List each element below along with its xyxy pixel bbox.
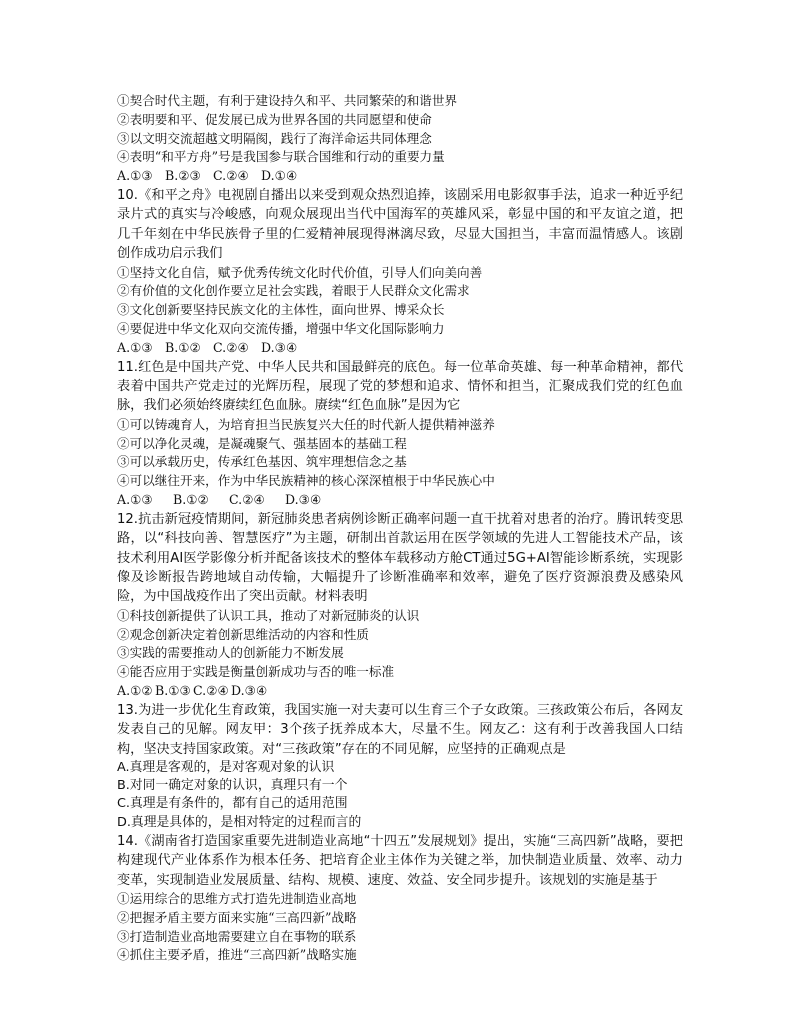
q12-stem: 12.抗击新冠疫情期间，新冠肺炎患者病例诊断正确率问题一直干扰着对患者的治疗。腾讯转变思路，以“科技向善、智慧医疗”为主题，研制出首款运用在医学领域的先进人工智能技术产品，该技术利用AI医学影像分析并配备该技术的整体车载移动方舱CT通过5G+AI智能诊断系统，实现影像及诊断报告跨地域自动传输，大幅提升了诊断准确率和效率，避免了医疗资源浪费及感染风险，为中国战疫作出了突出贡献。材料表明	[117, 511, 683, 605]
q9-answer-options	[117, 167, 683, 186]
q9-option-a: A.①③	[117, 168, 153, 184]
q11-option-d: D.③④	[285, 492, 322, 507]
q11-option-a: A.①③	[117, 492, 153, 507]
q13-stem: 13.为进一步优化生育政策，我国实施一对夫妻可以生育三个子女政策。三孩政策公布后，各网友发表自己的见解。网友甲：3个孩子抚养成本大，尽量不生。网友乙：这有利于改善我国人口结构，坚决支持国家政策。对“三孩政策”存在的不同见解，应坚持的正确观点是	[117, 702, 683, 757]
question-9	[117, 92, 683, 186]
q11-statement-1: ①可以铸魂育人，为培育担当民族复兴大任的时代新人提供精神滋养	[117, 416, 495, 432]
q10-statement-2: ②有价值的文化创作要立足社会实践，着眼于人民群众文化需求	[117, 283, 470, 299]
q14-statement-2: ②把握矛盾主要方面来实施“三高四新”战略	[117, 909, 357, 925]
q12-option-b: B.①③	[155, 683, 191, 699]
q12-statement-1: ①科技创新提供了认识工具，推动了对新冠肺炎的认识	[117, 607, 420, 623]
q14-statement-1: ①运用综合的思维方式打造先进制造业高地	[117, 891, 357, 907]
q12-option-a: A.①②	[117, 683, 153, 699]
q10-statement-3: ③文化创新要坚持民族文化的主体性，面向世界、博采众长	[117, 302, 445, 318]
q9-statement-2: ②表明要和平、促发展已成为世界各国的共同愿望和使命	[117, 111, 432, 127]
q9-statement-3: ③以文明交流超越文明隔阂，践行了海洋命运共同体理念	[117, 130, 432, 146]
q12-statement-4: ④能否应用于实践是衡量创新成功与否的唯一标准	[117, 664, 395, 680]
q12-option-c: C.②④	[193, 683, 229, 699]
q13-choice-d: D.真理是具体的，是相对特定的过程而言的	[117, 814, 362, 830]
q10-option-d: D.③④	[261, 339, 298, 355]
q13-choice-c: C.真理是有条件的，都有自己的适用范围	[117, 796, 348, 812]
q9-statement-4: ④表明“和平方舟”号是我国参与联合国维和行动的重要力量	[117, 149, 445, 165]
q12-answer-options	[117, 682, 683, 701]
q14-stem: 14.《湖南省打造国家重要先进制造业高地“十四五”发展规划》提出，实施“三高四新”战略，要把构建现代产业体系作为根本任务、把培育企业主体作为关键之举，加快制造业质量、效率、动力变革，实现制造业发展质量、结构、规模、速度、效益、安全同步提升。该规划的实施是基于	[117, 833, 683, 888]
q10-statement-4: ④要促进中华文化双向交流传播，增强中华文化国际影响力	[117, 321, 445, 336]
q9-statement-1: ①契合时代主题，有利于建设持久和平、共同繁荣的和谐世界	[117, 93, 458, 108]
q12-option-d: D.③④	[231, 683, 268, 699]
q11-statement-2: ②可以净化灵魂，是凝魂聚气、强基固本的基础工程	[117, 435, 407, 451]
exam-page	[117, 92, 683, 965]
q10-option-c: C.②④	[213, 339, 249, 355]
q10-statement-1: ①坚持文化自信，赋予优秀传统文化时代价值，引导人们向美向善	[117, 264, 483, 280]
q11-statement-4: ④可以继往开来，作为中华民族精神的核心深深植根于中华民族心中	[117, 473, 495, 489]
question-14	[117, 832, 683, 965]
q11-statement-3: ③可以承载历史，传承红色基因、筑牢理想信念之基	[117, 454, 407, 470]
question-11	[117, 358, 683, 510]
q13-choice-b: B.对同一确定对象的认识，真理只有一个	[117, 778, 348, 794]
q11-answer-options	[117, 491, 683, 510]
q10-stem: 10.《和平之舟》电视剧自播出以来受到观众热烈追捧，该剧采用电影叙事手法，追求一种近乎纪录片式的真实与冷峻感，向观众展现出当代中国海军的英雄风采，彰显中国的和平友谊之道，把几千年刻在中华民族骨子里的仁爱精神展现得淋漓尽致，尽显大国担当，丰富而温情感人。该剧创作成功启示我们	[117, 187, 683, 262]
q12-statement-2: ②观念创新决定着创新思维活动的内容和性质	[117, 626, 369, 642]
question-10	[117, 186, 683, 358]
q9-option-c: C.②④	[213, 168, 249, 184]
question-13	[117, 701, 683, 832]
q9-option-d: D.①④	[261, 168, 298, 184]
q14-statement-4: ④抓住主要矛盾，推进“三高四新”战略实施	[117, 947, 357, 963]
q11-option-b: B.①②	[173, 492, 209, 507]
q14-statement-3: ③打造制造业高地需要建立自在事物的联系	[117, 928, 357, 944]
q10-option-a: A.①③	[117, 339, 153, 355]
q10-option-b: B.①②	[165, 339, 201, 355]
question-12	[117, 510, 683, 701]
q12-statement-3: ③实践的需要推动人的创新能力不断发展	[117, 645, 344, 661]
q11-option-c: C.②④	[229, 492, 265, 507]
q9-option-b: B.②③	[165, 168, 201, 184]
q10-answer-options	[117, 339, 683, 358]
q13-choice-a: A.真理是客观的，是对客观对象的认识	[117, 760, 335, 776]
q11-stem: 11.红色是中国共产党、中华人民共和国最鲜亮的底色。每一位革命英雄、每一种革命精神，都代表着中国共产党走过的光辉历程，展现了党的梦想和追求、情怀和担当，汇聚成我们党的红色血脉，我们必须始终赓续红色血脉。赓续“红色血脉”是因为它	[117, 359, 683, 414]
